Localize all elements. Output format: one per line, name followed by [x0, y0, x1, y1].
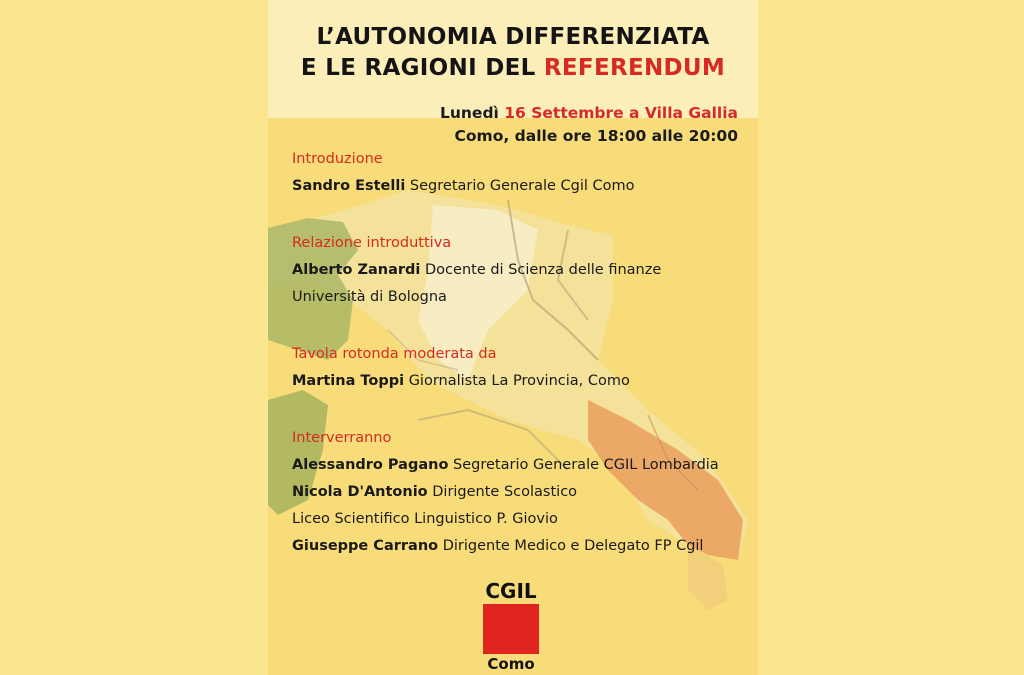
- speaker-role: Giornalista La Provincia, Como: [408, 373, 630, 389]
- logo-red-square: [483, 604, 539, 654]
- speaker-name: Sandro Estelli: [292, 178, 406, 194]
- date-line: [440, 102, 738, 125]
- speaker-role: Docente di Scienza delle finanze: [425, 262, 662, 278]
- cgil-logo: [483, 580, 539, 674]
- logo-como-text: Como: [487, 655, 535, 673]
- speaker-name: Alberto Zanardi: [292, 262, 421, 278]
- event-poster: [268, 0, 758, 675]
- section-introduzione: Introduzione: [292, 151, 383, 167]
- speaker-pagano: [292, 452, 752, 479]
- event-datetime: [440, 102, 738, 148]
- title-line-2: [268, 53, 758, 84]
- event-date-place: 16 Settembre a Villa Gallia: [504, 104, 738, 122]
- speaker-role: Dirigente Scolastico: [432, 484, 578, 500]
- speaker-zanardi: [292, 257, 752, 284]
- speaker-dantonio: [292, 479, 752, 506]
- title-line-2-prefix: E LE RAGIONI DEL: [300, 55, 544, 81]
- speaker-role-line2: Liceo Scientifico Linguistico P. Giovio: [292, 511, 558, 527]
- event-title: [268, 22, 758, 84]
- speaker-name: Martina Toppi: [292, 373, 405, 389]
- speaker-role: Segretario Generale CGIL Lombardia: [453, 457, 719, 473]
- speaker-role-line2: Università di Bologna: [292, 289, 447, 305]
- logo-cgil-text: CGIL: [485, 579, 537, 603]
- section-interverranno: Interverranno: [292, 430, 392, 446]
- event-program: [292, 146, 752, 560]
- speaker-name: Giuseppe Carrano: [292, 538, 439, 554]
- title-line-1: L’AUTONOMIA DIFFERENZIATA: [316, 24, 710, 50]
- speaker-name: Nicola D'Antonio: [292, 484, 428, 500]
- speaker-role: Dirigente Medico e Delegato FP Cgil: [442, 538, 704, 554]
- speaker-name: Alessandro Pagano: [292, 457, 449, 473]
- title-referendum: REFERENDUM: [543, 55, 726, 81]
- section-tavola-rotonda: Tavola rotonda moderata da: [292, 346, 497, 362]
- speaker-role: Segretario Generale Cgil Como: [409, 178, 635, 194]
- speaker-carrano: [292, 533, 752, 560]
- section-relazione: Relazione introduttiva: [292, 235, 452, 251]
- event-day: Lunedì: [439, 104, 499, 122]
- speaker-toppi: [292, 368, 752, 395]
- time-line: Como, dalle ore 18:00 alle 20:00: [454, 127, 738, 145]
- speaker-estelli: [292, 173, 752, 200]
